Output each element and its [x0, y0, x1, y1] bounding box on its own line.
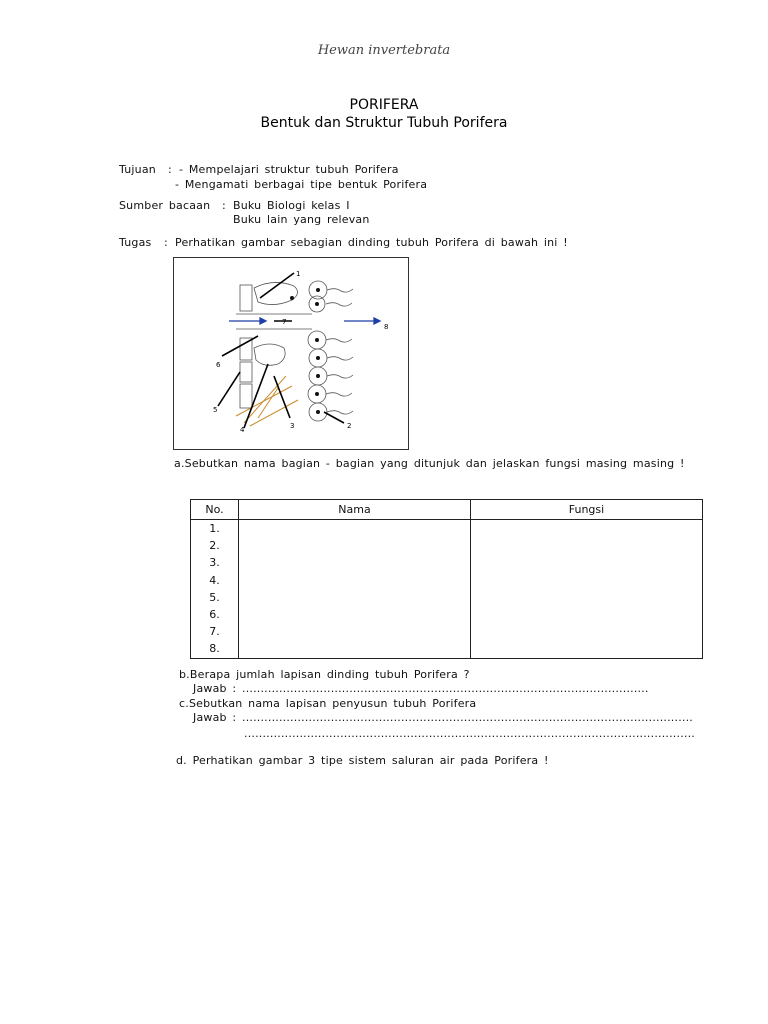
column-header-no: No. — [191, 500, 239, 520]
question-b: b.Berapa jumlah lapisan dinding tubuh Porifera ? — [179, 668, 470, 681]
porifera-wall-drawing — [174, 258, 408, 449]
row-number-5: 5. — [209, 590, 220, 604]
tujuan-label: Tujuan — [119, 163, 156, 176]
figure-label-1: 1 — [296, 270, 301, 278]
figure-label-3: 3 — [290, 422, 295, 430]
row-number-7: 7. — [209, 625, 220, 639]
tugas-text: Perhatikan gambar sebagian dinding tubuh Porifera di bawah ini ! — [175, 236, 568, 249]
tujuan-item-1: - Mempelajari struktur tubuh Porifera — [179, 163, 399, 176]
nama-answer-cell[interactable] — [239, 520, 471, 659]
figure-label-7: 7 — [282, 318, 287, 326]
column-header-nama: Nama — [239, 500, 471, 520]
column-header-fungsi: Fungsi — [471, 500, 703, 520]
sumber-item-2: Buku lain yang relevan — [233, 213, 370, 226]
row-number-1: 1. — [209, 522, 220, 535]
tugas-sep: : — [164, 236, 168, 249]
row-number-6: 6. — [209, 607, 220, 621]
answer-line-b[interactable]: Jawab : .............................................................................................................. — [193, 682, 649, 695]
number-cell — [191, 520, 239, 659]
figure-label-8: 8 — [384, 323, 389, 331]
tujuan-item-2: - Mengamati berbagai tipe bentuk Porifera — [175, 178, 428, 191]
tugas-label: Tugas — [119, 236, 152, 249]
answer-table — [190, 499, 703, 659]
row-number-3: 3. — [209, 556, 220, 570]
tujuan-sep: : — [168, 163, 172, 176]
row-number-4: 4. — [209, 573, 220, 587]
page-header: Hewan invertebrata — [317, 43, 451, 58]
question-d: d. Perhatikan gambar 3 tipe sistem saluran air pada Porifera ! — [176, 754, 549, 767]
sumber-item-1: Buku Biologi kelas I — [233, 199, 350, 212]
porifera-wall-figure — [173, 257, 409, 450]
answer-line-c-2[interactable]: .......................................................................................................................... — [244, 727, 695, 740]
figure-label-6: 6 — [216, 361, 221, 369]
row-number-8: 8. — [209, 642, 220, 656]
answer-line-c-1[interactable]: Jawab : .......................................................................................................................... — [193, 711, 693, 724]
page-subtitle: Bentuk dan Struktur Tubuh Porifera — [260, 115, 508, 131]
figure-label-2: 2 — [347, 422, 352, 430]
fungsi-answer-cell[interactable] — [471, 520, 703, 659]
page-title: PORIFERA — [349, 97, 419, 113]
sumber-label: Sumber bacaan — [119, 199, 211, 212]
question-c: c.Sebutkan nama lapisan penyusun tubuh Porifera — [179, 697, 477, 710]
figure-label-4: 4 — [240, 426, 245, 434]
row-number-2: 2. — [209, 539, 220, 553]
sumber-sep: : — [222, 199, 226, 212]
question-a: a.Sebutkan nama bagian - bagian yang ditunjuk dan jelaskan fungsi masing masing ! — [174, 457, 685, 470]
figure-label-5: 5 — [213, 406, 218, 414]
